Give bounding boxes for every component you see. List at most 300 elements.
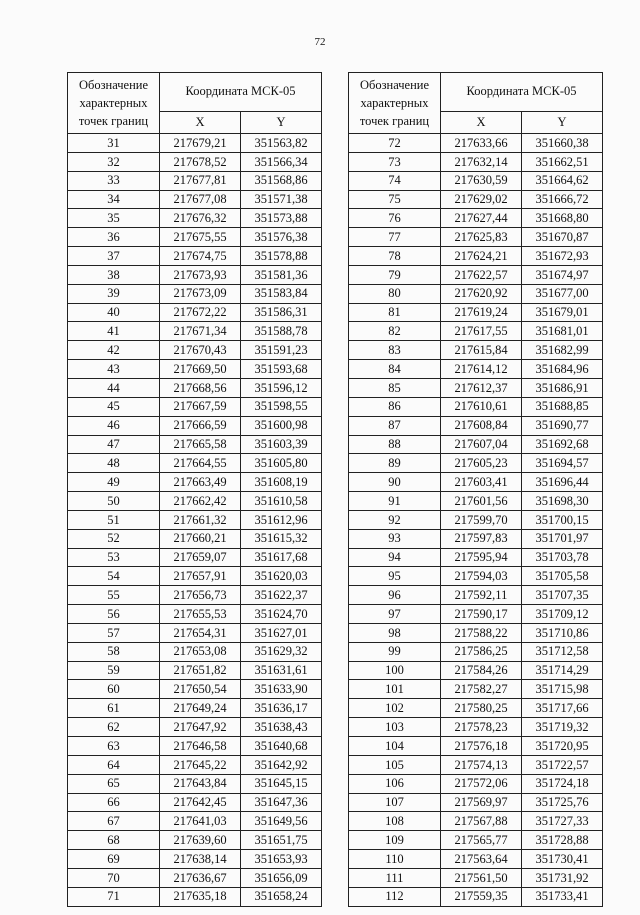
x-coordinate-cell: 217590,17	[441, 605, 522, 624]
y-coordinate-cell: 351730,41	[522, 850, 603, 869]
y-coordinate-cell: 351696,44	[522, 473, 603, 492]
point-id-cell: 106	[349, 774, 441, 793]
point-id-cell: 35	[68, 209, 160, 228]
x-coordinate-cell: 217672,22	[160, 303, 241, 322]
table-row	[68, 737, 322, 756]
point-id-cell: 101	[349, 680, 441, 699]
table-row	[68, 774, 322, 793]
y-coordinate-cell: 351645,15	[241, 774, 322, 793]
x-coordinate-cell: 217565,77	[441, 831, 522, 850]
y-coordinate-cell: 351578,88	[241, 247, 322, 266]
x-coordinate-cell: 217629,02	[441, 190, 522, 209]
x-coordinate-cell: 217646,58	[160, 737, 241, 756]
point-id-cell: 77	[349, 228, 441, 247]
point-id-cell: 89	[349, 454, 441, 473]
point-id-cell: 90	[349, 473, 441, 492]
y-coordinate-cell: 351642,92	[241, 755, 322, 774]
x-coordinate-cell: 217588,22	[441, 623, 522, 642]
x-coordinate-cell: 217607,04	[441, 435, 522, 454]
point-id-cell: 102	[349, 699, 441, 718]
table-row	[349, 360, 603, 379]
table-row	[349, 605, 603, 624]
table-row	[349, 228, 603, 247]
y-coordinate-cell: 351598,55	[241, 397, 322, 416]
y-coordinate-cell: 351715,98	[522, 680, 603, 699]
table-row	[68, 510, 322, 529]
table-row	[349, 699, 603, 718]
table-row	[68, 793, 322, 812]
y-coordinate-cell: 351725,76	[522, 793, 603, 812]
y-coordinate-cell: 351629,32	[241, 642, 322, 661]
y-coordinate-cell: 351709,12	[522, 605, 603, 624]
y-coordinate-cell: 351710,86	[522, 623, 603, 642]
table-row	[349, 623, 603, 642]
x-coordinate-cell: 217649,24	[160, 699, 241, 718]
table-row	[68, 586, 322, 605]
table-row	[349, 737, 603, 756]
y-coordinate-cell: 351717,66	[522, 699, 603, 718]
y-coordinate-cell: 351636,17	[241, 699, 322, 718]
x-coordinate-cell: 217674,75	[160, 247, 241, 266]
x-coordinate-cell: 217559,35	[441, 887, 522, 906]
point-id-cell: 42	[68, 341, 160, 360]
x-coordinate-cell: 217676,32	[160, 209, 241, 228]
x-coordinate-cell: 217677,81	[160, 171, 241, 190]
x-coordinate-cell: 217664,55	[160, 454, 241, 473]
x-coordinate-cell: 217650,54	[160, 680, 241, 699]
y-coordinate-cell: 351615,32	[241, 529, 322, 548]
x-coordinate-cell: 217662,42	[160, 492, 241, 511]
x-coordinate-cell: 217617,55	[441, 322, 522, 341]
point-id-cell: 58	[68, 642, 160, 661]
y-coordinate-cell: 351627,01	[241, 623, 322, 642]
point-id-cell: 65	[68, 774, 160, 793]
point-id-cell: 109	[349, 831, 441, 850]
x-coordinate-cell: 217569,97	[441, 793, 522, 812]
x-coordinate-cell: 217595,94	[441, 548, 522, 567]
point-id-cell: 74	[349, 171, 441, 190]
table-row	[68, 134, 322, 153]
table-row	[68, 812, 322, 831]
point-id-cell: 91	[349, 492, 441, 511]
table-row	[349, 134, 603, 153]
point-id-cell: 93	[349, 529, 441, 548]
y-coordinate-cell: 351622,37	[241, 586, 322, 605]
table-row	[68, 435, 322, 454]
table-row	[68, 341, 322, 360]
x-header: X	[441, 111, 522, 133]
point-id-cell: 73	[349, 152, 441, 171]
table-row	[68, 529, 322, 548]
point-id-cell: 111	[349, 868, 441, 887]
point-id-cell: 72	[349, 134, 441, 153]
table-body-left	[68, 134, 322, 907]
y-coordinate-cell: 351684,96	[522, 360, 603, 379]
table-row	[349, 680, 603, 699]
point-id-cell: 87	[349, 416, 441, 435]
y-coordinate-cell: 351566,34	[241, 152, 322, 171]
x-coordinate-cell: 217675,55	[160, 228, 241, 247]
y-coordinate-cell: 351720,95	[522, 737, 603, 756]
point-id-cell: 63	[68, 737, 160, 756]
point-id-cell: 85	[349, 378, 441, 397]
y-coordinate-cell: 351731,92	[522, 868, 603, 887]
table-row	[349, 378, 603, 397]
point-id-cell: 39	[68, 284, 160, 303]
point-id-cell: 95	[349, 567, 441, 586]
point-id-cell: 70	[68, 868, 160, 887]
x-coordinate-cell: 217677,08	[160, 190, 241, 209]
x-coordinate-cell: 217663,49	[160, 473, 241, 492]
x-coordinate-cell: 217592,11	[441, 586, 522, 605]
coordinates-table-left	[67, 72, 322, 907]
x-coordinate-cell: 217659,07	[160, 548, 241, 567]
designation-header: Обозначение характерных точек границ	[349, 73, 441, 134]
table-row	[349, 774, 603, 793]
x-coordinate-cell: 217636,67	[160, 868, 241, 887]
point-id-cell: 34	[68, 190, 160, 209]
x-coordinate-cell: 217669,50	[160, 360, 241, 379]
point-id-cell: 33	[68, 171, 160, 190]
point-id-cell: 75	[349, 190, 441, 209]
table-row	[349, 793, 603, 812]
point-id-cell: 41	[68, 322, 160, 341]
x-coordinate-cell: 217642,45	[160, 793, 241, 812]
y-coordinate-cell: 351714,29	[522, 661, 603, 680]
table-row	[349, 322, 603, 341]
point-id-cell: 86	[349, 397, 441, 416]
table-row	[349, 755, 603, 774]
point-id-cell: 52	[68, 529, 160, 548]
y-coordinate-cell: 351612,96	[241, 510, 322, 529]
table-row	[349, 435, 603, 454]
table-row	[349, 510, 603, 529]
point-id-cell: 53	[68, 548, 160, 567]
point-id-cell: 76	[349, 209, 441, 228]
y-coordinate-cell: 351682,99	[522, 341, 603, 360]
y-coordinate-cell: 351647,36	[241, 793, 322, 812]
x-coordinate-cell: 217561,50	[441, 868, 522, 887]
table-row	[68, 718, 322, 737]
x-coordinate-cell: 217603,41	[441, 473, 522, 492]
point-id-cell: 50	[68, 492, 160, 511]
table-row	[68, 755, 322, 774]
y-coordinate-cell: 351703,78	[522, 548, 603, 567]
table-row	[68, 284, 322, 303]
table-row	[349, 887, 603, 906]
x-coordinate-cell: 217641,03	[160, 812, 241, 831]
point-id-cell: 69	[68, 850, 160, 869]
table-row	[349, 284, 603, 303]
x-coordinate-cell: 217627,44	[441, 209, 522, 228]
x-coordinate-cell: 217608,84	[441, 416, 522, 435]
y-coordinate-cell: 351698,30	[522, 492, 603, 511]
y-coordinate-cell: 351653,93	[241, 850, 322, 869]
y-coordinate-cell: 351681,01	[522, 322, 603, 341]
x-coordinate-cell: 217655,53	[160, 605, 241, 624]
table-row	[349, 529, 603, 548]
y-coordinate-cell: 351701,97	[522, 529, 603, 548]
x-coordinate-cell: 217622,57	[441, 265, 522, 284]
point-id-cell: 71	[68, 887, 160, 906]
table-row	[68, 247, 322, 266]
x-coordinate-cell: 217574,13	[441, 755, 522, 774]
table-row	[349, 492, 603, 511]
point-id-cell: 92	[349, 510, 441, 529]
x-coordinate-cell: 217661,32	[160, 510, 241, 529]
x-coordinate-cell: 217667,59	[160, 397, 241, 416]
table-row	[349, 473, 603, 492]
table-row	[349, 586, 603, 605]
x-coordinate-cell: 217645,22	[160, 755, 241, 774]
y-coordinate-cell: 351640,68	[241, 737, 322, 756]
point-id-cell: 99	[349, 642, 441, 661]
page-number: 72	[314, 36, 326, 48]
x-coordinate-cell: 217670,43	[160, 341, 241, 360]
point-id-cell: 98	[349, 623, 441, 642]
table-row	[68, 605, 322, 624]
point-id-cell: 36	[68, 228, 160, 247]
point-id-cell: 44	[68, 378, 160, 397]
point-id-cell: 47	[68, 435, 160, 454]
table-row	[68, 567, 322, 586]
x-coordinate-cell: 217665,58	[160, 435, 241, 454]
point-id-cell: 56	[68, 605, 160, 624]
table-row	[68, 831, 322, 850]
point-id-cell: 51	[68, 510, 160, 529]
x-coordinate-cell: 217610,61	[441, 397, 522, 416]
point-id-cell: 82	[349, 322, 441, 341]
point-id-cell: 43	[68, 360, 160, 379]
y-coordinate-cell: 351727,33	[522, 812, 603, 831]
x-coordinate-cell: 217563,64	[441, 850, 522, 869]
y-coordinate-cell: 351568,86	[241, 171, 322, 190]
table-row	[68, 548, 322, 567]
y-coordinate-cell: 351603,39	[241, 435, 322, 454]
y-coordinate-cell: 351638,43	[241, 718, 322, 737]
x-coordinate-cell: 217643,84	[160, 774, 241, 793]
coordinates-table-right	[348, 72, 603, 907]
table-row	[68, 473, 322, 492]
table-row	[68, 378, 322, 397]
table-row	[68, 623, 322, 642]
x-coordinate-cell: 217668,56	[160, 378, 241, 397]
y-coordinate-cell: 351593,68	[241, 360, 322, 379]
x-coordinate-cell: 217660,21	[160, 529, 241, 548]
point-id-cell: 46	[68, 416, 160, 435]
point-id-cell: 104	[349, 737, 441, 756]
x-coordinate-cell: 217615,84	[441, 341, 522, 360]
table-body-right	[349, 134, 603, 907]
point-id-cell: 110	[349, 850, 441, 869]
point-id-cell: 59	[68, 661, 160, 680]
table-row	[349, 812, 603, 831]
point-id-cell: 55	[68, 586, 160, 605]
y-header: Y	[241, 111, 322, 133]
y-coordinate-cell: 351677,00	[522, 284, 603, 303]
y-coordinate-cell: 351719,32	[522, 718, 603, 737]
y-coordinate-cell: 351674,97	[522, 265, 603, 284]
y-coordinate-cell: 351583,84	[241, 284, 322, 303]
table-row	[68, 661, 322, 680]
table-row	[68, 416, 322, 435]
point-id-cell: 38	[68, 265, 160, 284]
x-coordinate-cell: 217679,21	[160, 134, 241, 153]
point-id-cell: 79	[349, 265, 441, 284]
y-coordinate-cell: 351705,58	[522, 567, 603, 586]
x-coordinate-cell: 217597,83	[441, 529, 522, 548]
point-id-cell: 96	[349, 586, 441, 605]
table-row	[68, 850, 322, 869]
point-id-cell: 80	[349, 284, 441, 303]
point-id-cell: 107	[349, 793, 441, 812]
table-row	[68, 699, 322, 718]
x-coordinate-cell: 217666,59	[160, 416, 241, 435]
y-coordinate-cell: 351600,98	[241, 416, 322, 435]
y-coordinate-cell: 351576,38	[241, 228, 322, 247]
table-row	[68, 322, 322, 341]
x-coordinate-cell: 217619,24	[441, 303, 522, 322]
table-row	[68, 492, 322, 511]
point-id-cell: 31	[68, 134, 160, 153]
table-row	[349, 868, 603, 887]
point-id-cell: 48	[68, 454, 160, 473]
table-row	[68, 397, 322, 416]
x-coordinate-cell: 217620,92	[441, 284, 522, 303]
table-row	[349, 171, 603, 190]
x-coordinate-cell: 217633,66	[441, 134, 522, 153]
x-coordinate-cell: 217605,23	[441, 454, 522, 473]
x-coordinate-cell: 217678,52	[160, 152, 241, 171]
y-coordinate-cell: 351596,12	[241, 378, 322, 397]
y-coordinate-cell: 351694,57	[522, 454, 603, 473]
y-coordinate-cell: 351666,72	[522, 190, 603, 209]
y-coordinate-cell: 351672,93	[522, 247, 603, 266]
y-coordinate-cell: 351617,68	[241, 548, 322, 567]
point-id-cell: 81	[349, 303, 441, 322]
point-id-cell: 57	[68, 623, 160, 642]
point-id-cell: 112	[349, 887, 441, 906]
point-id-cell: 94	[349, 548, 441, 567]
y-coordinate-cell: 351581,36	[241, 265, 322, 284]
table-row	[349, 341, 603, 360]
x-coordinate-cell: 217572,06	[441, 774, 522, 793]
y-coordinate-cell: 351679,01	[522, 303, 603, 322]
y-coordinate-cell: 351624,70	[241, 605, 322, 624]
y-coordinate-cell: 351670,87	[522, 228, 603, 247]
y-coordinate-cell: 351649,56	[241, 812, 322, 831]
point-id-cell: 66	[68, 793, 160, 812]
y-coordinate-cell: 351620,03	[241, 567, 322, 586]
x-coordinate-cell: 217578,23	[441, 718, 522, 737]
y-coordinate-cell: 351656,09	[241, 868, 322, 887]
point-id-cell: 62	[68, 718, 160, 737]
x-coordinate-cell: 217653,08	[160, 642, 241, 661]
point-id-cell: 97	[349, 605, 441, 624]
y-coordinate-cell: 351658,24	[241, 887, 322, 906]
table-row	[349, 416, 603, 435]
point-id-cell: 100	[349, 661, 441, 680]
table-row	[68, 454, 322, 473]
x-coordinate-cell: 217632,14	[441, 152, 522, 171]
x-coordinate-cell: 217576,18	[441, 737, 522, 756]
table-row	[68, 190, 322, 209]
y-coordinate-cell: 351588,78	[241, 322, 322, 341]
x-coordinate-cell: 217586,25	[441, 642, 522, 661]
point-id-cell: 68	[68, 831, 160, 850]
point-id-cell: 60	[68, 680, 160, 699]
y-coordinate-cell: 351690,77	[522, 416, 603, 435]
table-row	[349, 190, 603, 209]
table-row	[349, 209, 603, 228]
y-coordinate-cell: 351688,85	[522, 397, 603, 416]
coordinate-header: Координата МСК-05	[441, 73, 603, 112]
y-coordinate-cell: 351722,57	[522, 755, 603, 774]
point-id-cell: 84	[349, 360, 441, 379]
x-coordinate-cell: 217580,25	[441, 699, 522, 718]
table-row	[68, 209, 322, 228]
table-row	[68, 228, 322, 247]
point-id-cell: 61	[68, 699, 160, 718]
x-coordinate-cell: 217673,93	[160, 265, 241, 284]
table-row	[349, 303, 603, 322]
table-row	[349, 548, 603, 567]
table-row	[349, 247, 603, 266]
y-coordinate-cell: 351591,23	[241, 341, 322, 360]
x-coordinate-cell: 217601,56	[441, 492, 522, 511]
x-coordinate-cell: 217635,18	[160, 887, 241, 906]
point-id-cell: 40	[68, 303, 160, 322]
table-row	[68, 152, 322, 171]
y-coordinate-cell: 351608,19	[241, 473, 322, 492]
y-coordinate-cell: 351712,58	[522, 642, 603, 661]
table-row	[349, 454, 603, 473]
y-coordinate-cell: 351660,38	[522, 134, 603, 153]
table-row	[68, 680, 322, 699]
x-coordinate-cell: 217651,82	[160, 661, 241, 680]
table-row	[349, 397, 603, 416]
table-row	[68, 171, 322, 190]
x-coordinate-cell: 217639,60	[160, 831, 241, 850]
point-id-cell: 103	[349, 718, 441, 737]
y-coordinate-cell: 351728,88	[522, 831, 603, 850]
table-row	[349, 152, 603, 171]
y-coordinate-cell: 351707,35	[522, 586, 603, 605]
table-row	[349, 661, 603, 680]
x-coordinate-cell: 217612,37	[441, 378, 522, 397]
point-id-cell: 45	[68, 397, 160, 416]
y-coordinate-cell: 351610,58	[241, 492, 322, 511]
table-row	[349, 850, 603, 869]
x-coordinate-cell: 217657,91	[160, 567, 241, 586]
x-coordinate-cell: 217630,59	[441, 171, 522, 190]
x-coordinate-cell: 217625,83	[441, 228, 522, 247]
y-coordinate-cell: 351662,51	[522, 152, 603, 171]
point-id-cell: 64	[68, 755, 160, 774]
point-id-cell: 78	[349, 247, 441, 266]
point-id-cell: 32	[68, 152, 160, 171]
y-coordinate-cell: 351633,90	[241, 680, 322, 699]
y-coordinate-cell: 351700,15	[522, 510, 603, 529]
x-coordinate-cell: 217582,27	[441, 680, 522, 699]
y-coordinate-cell: 351563,82	[241, 134, 322, 153]
table-row	[349, 718, 603, 737]
point-id-cell: 108	[349, 812, 441, 831]
table-row	[68, 303, 322, 322]
table-row	[349, 831, 603, 850]
table-row	[68, 887, 322, 906]
y-coordinate-cell: 351631,61	[241, 661, 322, 680]
